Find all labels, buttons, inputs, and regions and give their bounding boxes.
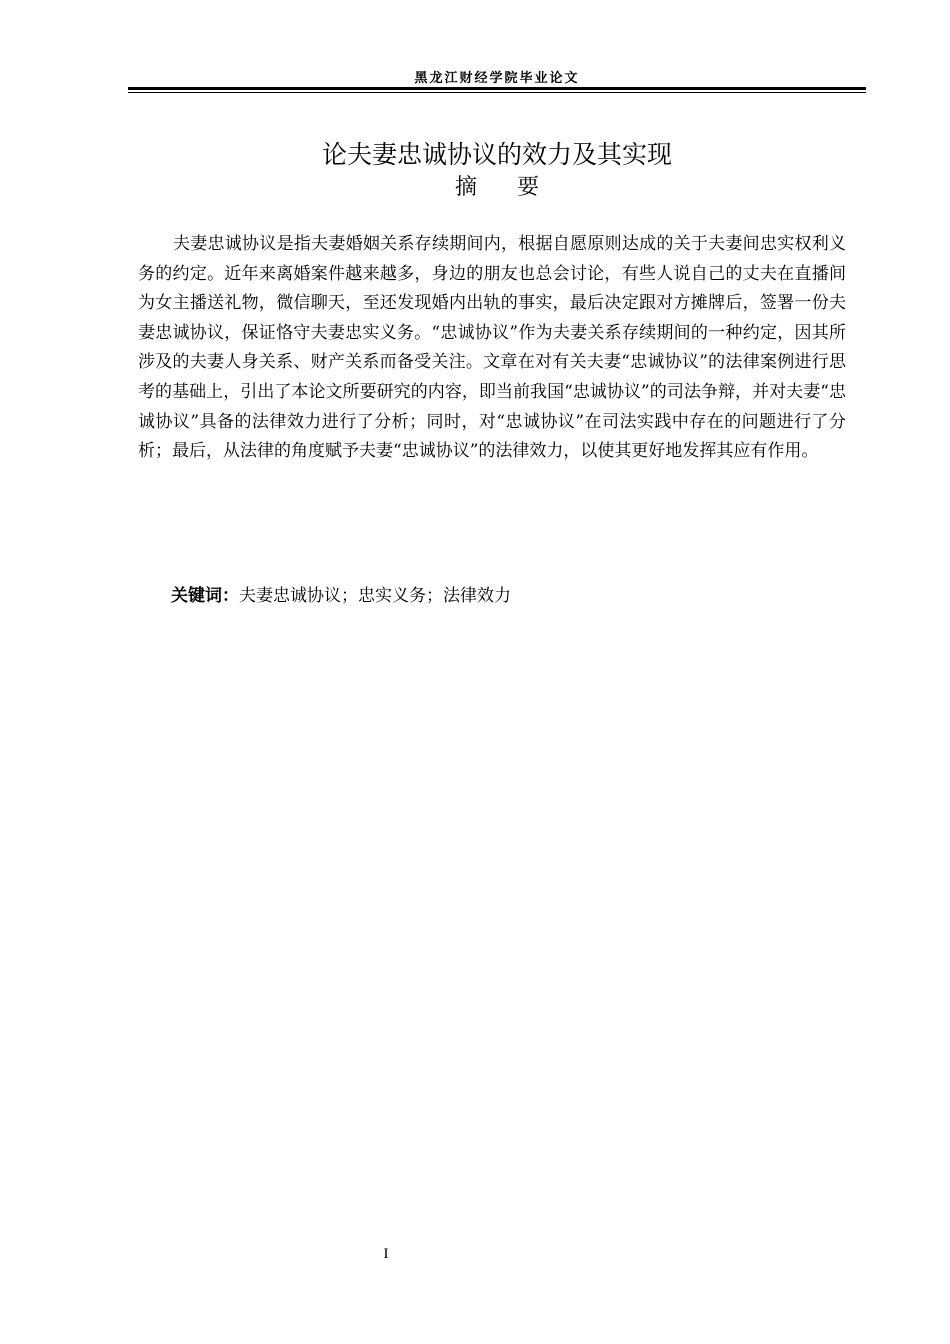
abstract-body: 夫妻忠诚协议是指夫妻婚姻关系存续期间内，根据自愿原则达成的关于夫妻间忠实权利义务的约定。近年来离婚案件越来越多，身边的朋友也总会讨论，有些人说自己的丈夫在直播间为女主播送礼物，微信聊天，至还发现婚内出轨的事实，最后决定跟对方摊牌后，签署一份夫妻忠诚协议，保证恪守夫妻忠实义务。“忠诚协议”作为夫妻关系存续期间的一种约定，因其所涉及的夫妻人身关系、财产关系而备受关注。文章在对有关夫妻“忠诚协议”的法律案例进行思考的基础上，引出了本论文所要研究的内容，即当前我国“忠诚协议”的司法争辩，并对夫妻“忠诚协议”具备的法律效力进行了分析；同时，对“忠诚协议”在司法实践中存在的问题进行了分析；最后，从法律的角度赋予夫妻“忠诚协议”的法律效力，以使其更好地发挥其应有作用。 (138, 234, 846, 462)
keywords-line (171, 582, 511, 610)
keywords-label: 关键词： (171, 586, 239, 606)
running-header: 黑龙江财经学院毕业论文 (414, 71, 580, 86)
header-rule-thick (128, 87, 866, 90)
paper-title: 论夫妻忠诚协议的效力及其实现 (321, 140, 672, 169)
keywords-text: 夫妻忠诚协议；忠实义务；法律效力 (239, 586, 511, 606)
abstract-heading: 摘要 (454, 175, 579, 200)
header-rule-thin (128, 92, 866, 93)
page-number: I (383, 1246, 389, 1262)
